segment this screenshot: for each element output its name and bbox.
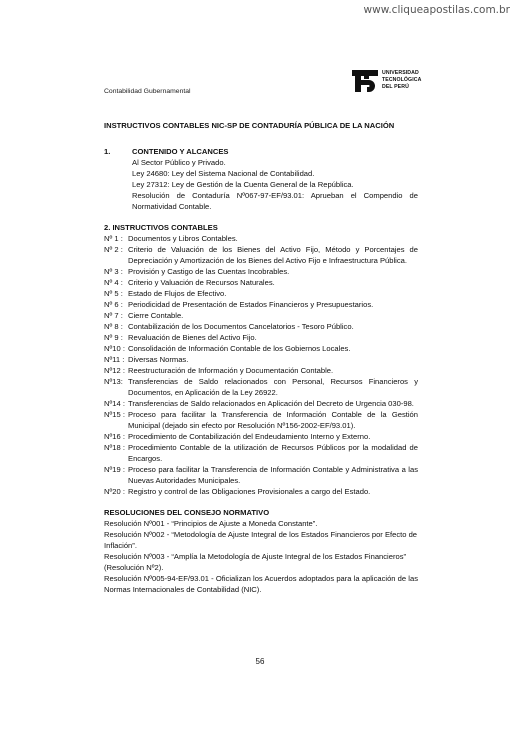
instructivo-code: Nº10 : — [104, 344, 125, 353]
instructivo-text: Criterio de Valuación de los Bienes del Activo Fijo, Método y Porcentajes de Depreciación y Amortización de los Bienes del Activo Fijo e Infraestructura Pública. — [128, 245, 418, 265]
instructivo-item — [104, 343, 418, 354]
instructivo-code: Nº 7 : — [104, 311, 123, 320]
instructivo-code: Nº19 : — [104, 465, 125, 474]
instructivo-item — [104, 288, 418, 299]
instructivo-code: Nº 8 : — [104, 322, 123, 331]
instructivo-text: Procedimiento Contable de la utilización de Recursos Públicos por la modalidad de Encargos. — [128, 443, 418, 463]
instructivo-text: Transferencias de Saldo relacionados con Personal, Recursos Financieros y Documentos, en Aplicación de la Ley 26922. — [128, 377, 418, 397]
instructivo-code: Nº11 : — [104, 355, 125, 364]
section-1-line: Al Sector Público y Privado. — [132, 158, 226, 167]
instructivo-item — [104, 365, 418, 376]
instructivo-item — [104, 354, 418, 365]
instructivo-item — [104, 299, 418, 310]
instructivo-code: Nº16 : — [104, 432, 125, 441]
section-1-heading: CONTENIDO Y ALCANCES — [132, 147, 229, 156]
instructivo-item — [104, 464, 418, 486]
instructivo-code: Nº12 : — [104, 366, 125, 375]
resolution-item: Resolución Nº001 - “Principios de Ajuste a Moneda Constante”. — [104, 519, 318, 528]
instructivo-item — [104, 486, 418, 497]
resolutions-heading: RESOLUCIONES DEL CONSEJO NORMATIVO — [104, 508, 270, 517]
instructivo-code: Nº 9 : — [104, 333, 123, 342]
utp-logo — [352, 68, 422, 98]
instructivo-code: Nº 6 : — [104, 300, 123, 309]
instructivo-text: Proceso para facilitar la Transferencia de Información Contable y Administrativa a las Nuevas Autoridades Municipales. — [128, 465, 418, 485]
instructivo-item — [104, 431, 418, 442]
section-1-line: Resolución de Contaduría Nº067-97-EF/93.01: Aprueban el Compendio de Normatividad Contable. — [132, 191, 418, 211]
instructivo-code: Nº 3 : — [104, 267, 123, 276]
utp-logo-icon — [352, 68, 380, 96]
instructivo-text: Cierre Contable. — [128, 311, 184, 320]
logo-line-1: UNIVERSIDAD — [382, 70, 419, 76]
instructivo-code: Nº 2 : — [104, 245, 123, 254]
instructivo-code: Nº 1 : — [104, 234, 123, 243]
instructivo-item — [104, 244, 418, 266]
page-number: 56 — [255, 657, 265, 666]
resolution-item: Resolución Nº005-94-EF/93.01 - Oficializan los Acuerdos adoptados para la aplicación de las Normas Internacionales de Contabilidad (NIC). — [104, 574, 418, 594]
instructivo-item — [104, 398, 418, 409]
instructivo-text: Consolidación de Información Contable de los Gobiernos Locales. — [128, 344, 351, 353]
instructivo-item — [104, 277, 418, 288]
section-2-heading: 2. INSTRUCTIVOS CONTABLES — [104, 223, 218, 232]
section-1-line: Ley 27312: Ley de Gestión de la Cuenta General de la República. — [132, 180, 354, 189]
instructivo-text: Diversas Normas. — [128, 355, 189, 364]
instructivo-text: Transferencias de Saldo relacionados en Aplicación del Decreto de Urgencia 030-98. — [128, 399, 414, 408]
instructivo-text: Revaluación de Bienes del Activo Fijo. — [128, 333, 257, 342]
resolutions-list — [104, 518, 418, 595]
instructivo-item — [104, 321, 418, 332]
document-title: INSTRUCTIVOS CONTABLES NIC-SP DE CONTADURÍA PÚBLICA DE LA NACIÓN — [104, 121, 395, 130]
resolution-item: Resolución Nº003 - “Amplía la Metodología de Ajuste Integral de los Estados Financieros” (Resolución Nº2). — [104, 552, 407, 572]
instructivo-text: Procedimiento de Contabilización del Endeudamiento Interno y Externo. — [128, 432, 371, 441]
section-1-number: 1. — [104, 147, 111, 156]
logo-text — [382, 70, 421, 91]
instructivos-list — [104, 233, 418, 497]
instructivo-item — [104, 409, 418, 431]
resolution-item: Resolución Nº002 - “Metodología de Ajuste Integral de los Estados Financieros por Efecto de Inflación”. — [104, 530, 418, 550]
logo-line-3: DEL PERÚ — [382, 84, 409, 90]
instructivo-text: Proceso para facilitar la Transferencia de Información Contable de la Gestión Municipal (dejado sin efecto por Resolución Nº156-2002-EF/93.01). — [128, 410, 418, 430]
instructivo-text: Provisión y Castigo de las Cuentas Incobrables. — [128, 267, 290, 276]
instructivo-text: Registro y control de las Obligaciones Provisionales a cargo del Estado. — [128, 487, 371, 496]
instructivo-code: Nº15 : — [104, 410, 125, 419]
instructivo-text: Criterio y Valuación de Recursos Naturales. — [128, 278, 275, 287]
instructivo-text: Estado de Flujos de Efectivo. — [128, 289, 227, 298]
logo-line-2: TECNOLÓGICA — [382, 77, 422, 83]
document-body — [104, 112, 418, 595]
instructivo-text: Periodicidad de Presentación de Estados Financieros y Presupuestarios. — [128, 300, 374, 309]
instructivo-item — [104, 376, 418, 398]
instructivo-text: Contabilización de los Documentos Cancelatorios - Tesoro Público. — [128, 322, 354, 331]
section-1-line: Ley 24680: Ley del Sistema Nacional de Contabilidad. — [132, 169, 315, 178]
instructivo-item — [104, 310, 418, 321]
instructivo-text: Reestructuración de Información y Documentación Contable. — [128, 366, 334, 375]
instructivo-code: Nº 5 : — [104, 289, 123, 298]
watermark-url: www.cliqueapostilas.com.br — [363, 4, 510, 16]
instructivo-code: Nº13: — [104, 377, 123, 386]
header-course-title: Contabilidad Gubernamental — [104, 88, 191, 95]
instructivo-code: Nº18 : — [104, 443, 125, 452]
instructivo-code: Nº20 : — [104, 487, 125, 496]
instructivo-item — [104, 442, 418, 464]
instructivo-item — [104, 233, 418, 244]
instructivo-text: Documentos y Libros Contables. — [128, 234, 238, 243]
instructivo-code: Nº 4 : — [104, 278, 123, 287]
instructivo-code: Nº14 : — [104, 399, 125, 408]
instructivo-item — [104, 266, 418, 277]
section-1 — [104, 146, 418, 212]
instructivo-item — [104, 332, 418, 343]
